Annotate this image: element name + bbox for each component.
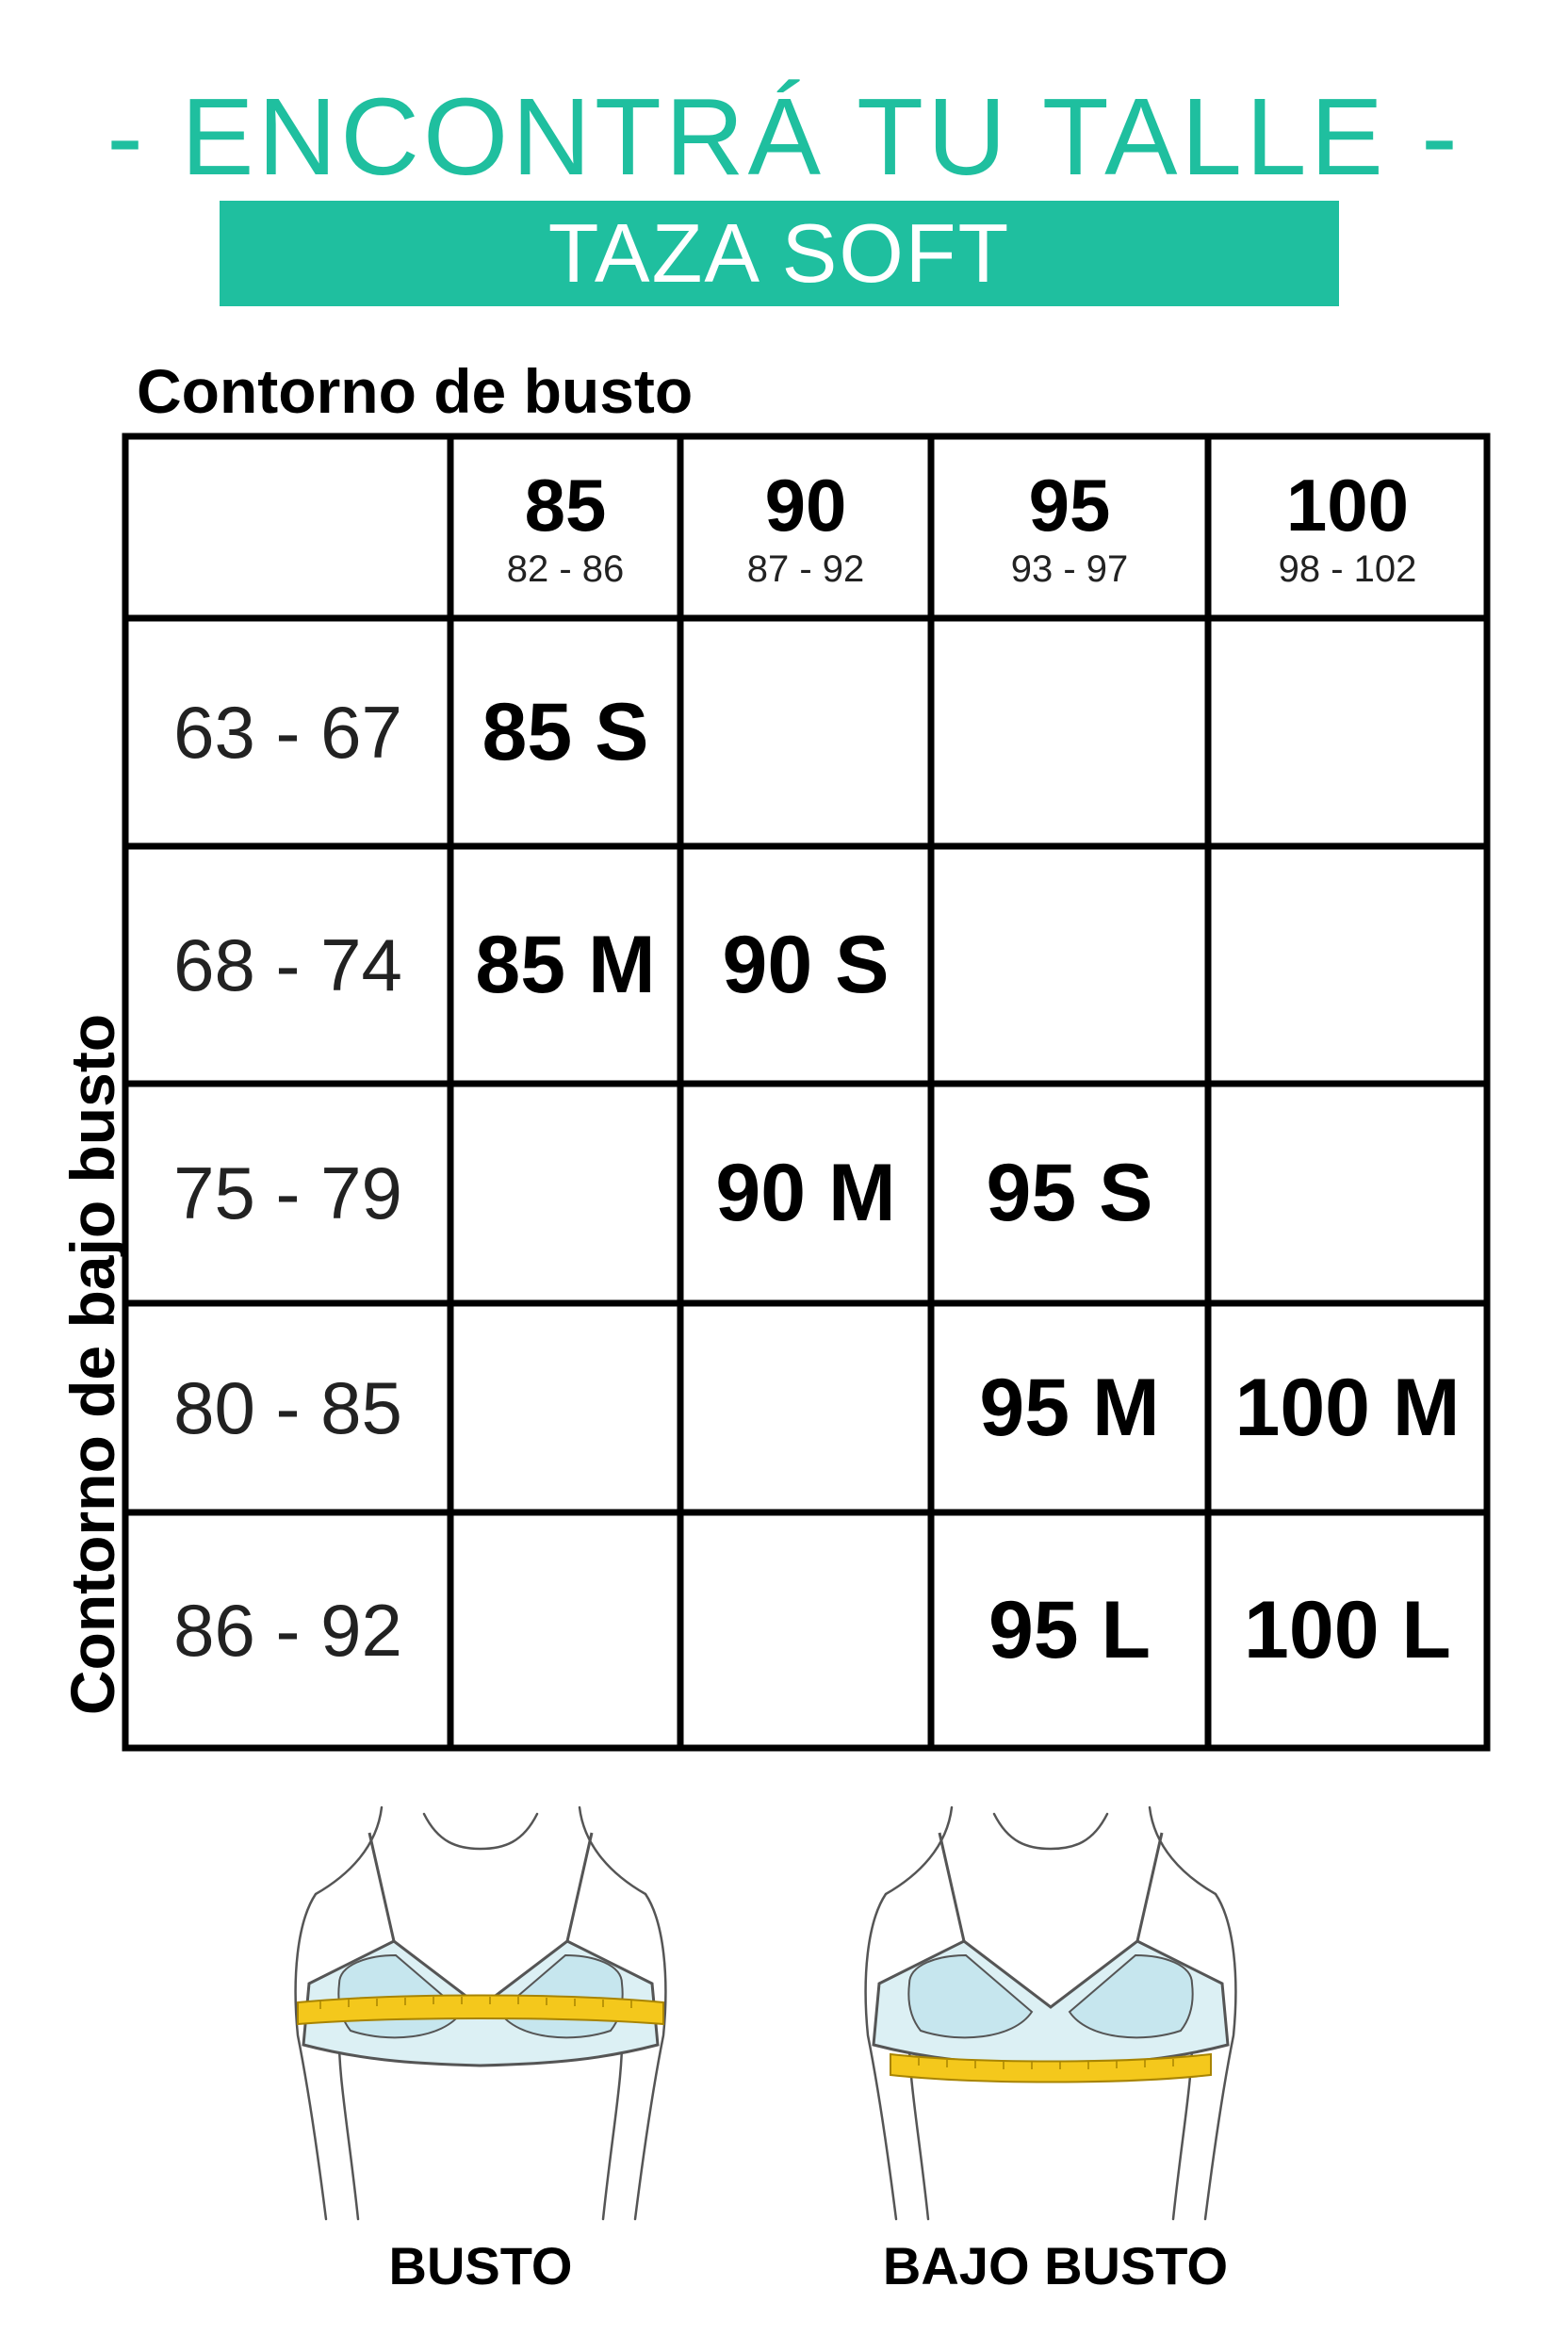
size-cell: [1211, 621, 1484, 843]
size-cell: 85 M: [475, 919, 656, 1010]
column-size: 85: [524, 463, 607, 547]
table-corner-cell: [128, 439, 448, 615]
column-range: 98 - 102: [1278, 547, 1417, 590]
underbust-caption: BAJO BUSTO: [882, 2236, 1229, 2295]
size-cell: 90 S: [722, 919, 890, 1010]
size-cell: 100 L: [1244, 1584, 1451, 1675]
bust-measurement-icon: [283, 1790, 678, 2224]
bust-caption: BUSTO: [388, 2236, 573, 2295]
subtitle-banner: [220, 201, 1339, 306]
column-range: 87 - 92: [746, 547, 865, 590]
column-range: 82 - 86: [506, 547, 625, 590]
size-cell: [1211, 1086, 1484, 1300]
column-header-85: [453, 439, 678, 615]
size-cell: [934, 849, 1205, 1081]
column-header-95: [934, 439, 1205, 615]
bust-axis-label: Contorno de busto: [137, 356, 694, 426]
row-range-label: 86 - 92: [173, 1588, 402, 1672]
row-range-label: 80 - 85: [173, 1365, 402, 1449]
column-header-100: [1211, 439, 1484, 615]
column-header-90: [683, 439, 928, 615]
column-range: 93 - 97: [1010, 547, 1129, 590]
size-cell: [453, 1306, 678, 1510]
column-size: 95: [1028, 463, 1111, 547]
row-range-label: 63 - 67: [173, 690, 402, 774]
column-size: 90: [764, 463, 847, 547]
size-cell: 95 L: [988, 1584, 1152, 1675]
size-cell: 95 M: [979, 1362, 1160, 1453]
size-cell: [683, 621, 928, 843]
page-title: - ENCONTRÁ TU TALLE -: [106, 75, 1462, 198]
size-cell: 90 M: [715, 1148, 896, 1238]
size-cell: [1211, 849, 1484, 1081]
size-cell: [453, 1086, 678, 1300]
subtitle-text: TAZA SOFT: [547, 206, 1011, 300]
size-cell: [683, 1515, 928, 1745]
row-range-label: 68 - 74: [173, 923, 402, 1006]
size-cell: 95 S: [986, 1148, 1153, 1238]
size-cell: 100 M: [1234, 1362, 1461, 1453]
underbust-measurement-icon: [853, 1790, 1249, 2224]
size-cell: 85 S: [482, 686, 649, 777]
size-cell: [934, 621, 1205, 843]
row-range-label: 75 - 79: [173, 1152, 402, 1234]
size-cell: [683, 1306, 928, 1510]
size-cell: [453, 1515, 678, 1745]
column-size: 100: [1285, 463, 1410, 547]
